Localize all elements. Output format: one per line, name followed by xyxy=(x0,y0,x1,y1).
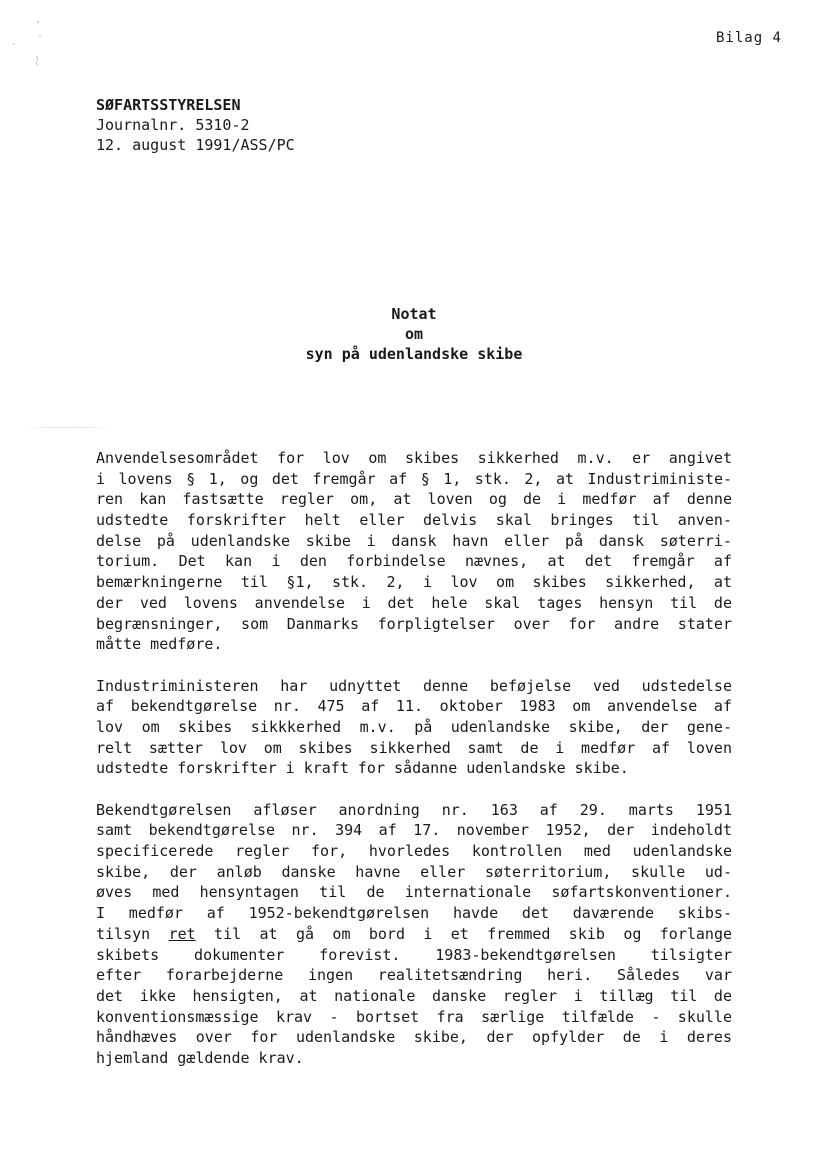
body-line: Bekendtgørelsen afløser anordning nr. 163 af 29. marts 1951 xyxy=(96,800,732,819)
body-line-with-underline: tilsyn ret til at gå om bord i et fremmed skib og forlange xyxy=(96,924,732,943)
body-line: torium. Det kan i den forbindelse nævnes, at det fremgår af xyxy=(96,552,732,571)
body-line: skibe, der anløb danske havne eller søterritorium, skulle ud- xyxy=(96,862,732,881)
paragraph-3 xyxy=(96,800,732,1069)
body-line: skibets dokumenter forevist. 1983-bekendtgørelsen tilsigter xyxy=(96,945,732,964)
body-line: Anvendelsesområdet for lov om skibes sikkerhed m.v. er angivet xyxy=(96,449,732,467)
body-line: der ved lovens anvendelse i det hele skal tages hensyn til de xyxy=(96,593,732,612)
title-line-3: syn på udenlandske skibe xyxy=(305,345,523,363)
body-line: udstedte forskrifter helt eller delvis skal bringes til anven- xyxy=(96,511,732,530)
body-line: I medfør af 1952-bekendtgørelsen havde det daværende skibs- xyxy=(96,904,732,923)
document-body xyxy=(96,448,732,1089)
body-line: det ikke hensigten, at nationale danske regler i tillæg til de xyxy=(96,986,732,1005)
document-date: 12. august 1991/ASS/PC xyxy=(96,136,295,154)
document-header xyxy=(96,95,295,155)
body-line: af bekendtgørelse nr. 475 af 11. oktober 1983 om anvendelse af xyxy=(96,697,732,716)
body-line: samt bekendtgørelse nr. 394 af 17. november 1952, der indeholdt xyxy=(96,821,732,840)
title-line-1: Notat xyxy=(391,305,437,323)
body-line: lov om skibes sikkkerhed m.v. på udenlandske skibe, der gene- xyxy=(96,717,732,736)
body-line: delse på udenlandske skibe i dansk havn eller på dansk søterri- xyxy=(96,531,732,550)
scan-artifact-marks xyxy=(6,18,46,68)
body-line: konventionsmæssige krav - bortset fra særlige tilfælde - skulle xyxy=(96,1007,732,1026)
annex-label: Bilag 4 xyxy=(715,30,782,46)
body-line: udstedte forskrifter i kraft for sådanne udenlandske skibe. xyxy=(96,759,629,778)
body-line: efter forarbejderne ingen realitetsændring heri. Således var xyxy=(96,966,732,985)
body-line: øves med hensyntagen til de internationale søfartskonventioner. xyxy=(96,883,732,902)
body-line: bemærkningerne til §1, stk. 2, i lov om skibes sikkerhed, at xyxy=(96,573,732,592)
journal-number: Journalnr. 5310-2 xyxy=(96,116,250,134)
body-line: måtte medføre. xyxy=(96,635,223,654)
body-line: hjemland gældende krav. xyxy=(96,1048,304,1067)
body-line: specificerede regler for, hvorledes kontrollen med udenlandske xyxy=(96,842,732,861)
paragraph-1 xyxy=(96,448,732,655)
body-line: Industriministeren har udnyttet denne beføjelse ved udstedelse xyxy=(96,676,732,695)
scan-artifact-line xyxy=(22,427,112,428)
document-title xyxy=(0,304,828,364)
body-line: håndhæves over for udenlandske skibe, der opfylder de i deres xyxy=(96,1028,732,1047)
body-line: begrænsninger, som Danmarks forpligtelser over for andre stater xyxy=(96,614,732,633)
paragraph-2 xyxy=(96,676,732,779)
body-line: ren kan fastsætte regler om, at loven og de i medfør af denne xyxy=(96,490,732,509)
title-line-2: om xyxy=(404,325,424,343)
body-line: relt sætter lov om skibes sikkerhed samt de i medfør af loven xyxy=(96,738,732,757)
body-line: i lovens § 1, og det fremgår af § 1, stk. 2, at Industriministe- xyxy=(96,469,732,488)
organization-name: SØFARTSSTYRELSEN xyxy=(96,96,241,114)
underlined-word: ret xyxy=(168,924,196,943)
